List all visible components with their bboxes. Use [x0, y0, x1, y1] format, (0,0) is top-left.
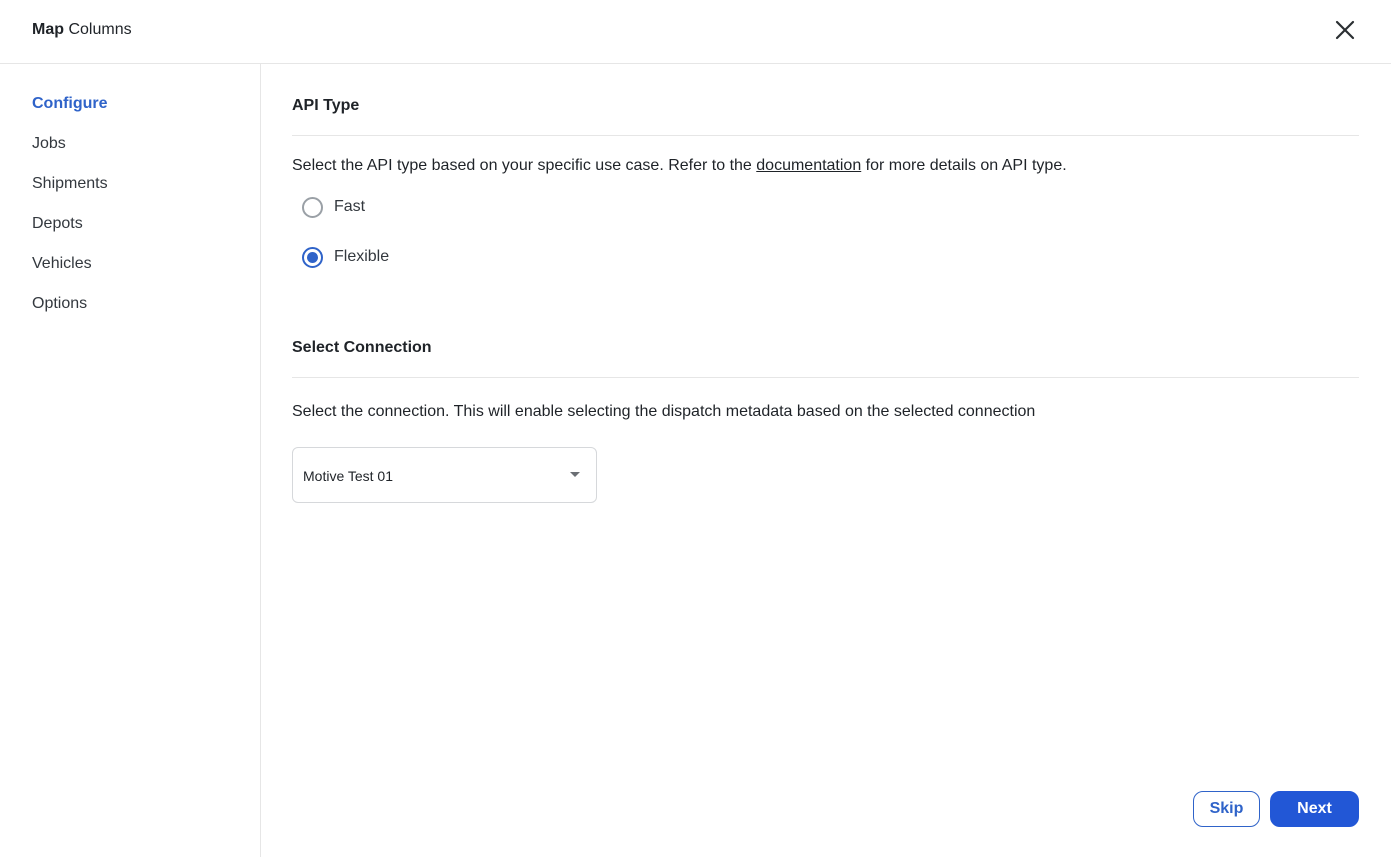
radio-selected-dot	[307, 252, 318, 263]
connection-title: Select Connection	[292, 339, 432, 356]
modal-header	[0, 0, 1391, 64]
sidebar-item-options[interactable]: Options	[32, 295, 88, 312]
connection-select-value: Motive Test 01	[303, 468, 394, 484]
sidebar-item-depots[interactable]: Depots	[32, 215, 83, 232]
modal-title-strong: Map	[32, 21, 64, 38]
close-icon	[1335, 20, 1355, 40]
radio-label-flexible: Flexible	[334, 248, 390, 265]
sidebar-item-jobs[interactable]: Jobs	[32, 135, 66, 152]
connection-divider	[292, 377, 1359, 378]
chevron-down-icon	[570, 472, 580, 477]
modal-title	[32, 20, 132, 40]
next-button[interactable]: Next	[1270, 791, 1359, 827]
connection-description: Select the connection. This will enable selecting the dispatch metadata based on the selected connection	[292, 403, 1036, 420]
api-type-description	[292, 156, 1067, 176]
close-button[interactable]	[1331, 16, 1359, 44]
radio-fast[interactable]	[302, 197, 323, 218]
api-type-divider	[292, 135, 1359, 136]
modal-title-rest: Columns	[68, 21, 132, 38]
sidebar-item-shipments[interactable]: Shipments	[32, 175, 108, 192]
radio-option-fast[interactable]	[302, 195, 365, 219]
radio-label-fast: Fast	[334, 198, 366, 215]
api-type-title: API Type	[292, 97, 360, 114]
documentation-link[interactable]: documentation	[756, 157, 862, 174]
sidebar-item-vehicles[interactable]: Vehicles	[32, 255, 92, 272]
api-type-desc-after: for more details on API type.	[861, 157, 1067, 174]
connection-select[interactable]	[292, 447, 597, 503]
sidebar-item-configure[interactable]: Configure	[32, 95, 108, 112]
sidebar	[0, 64, 261, 857]
radio-flexible[interactable]	[302, 247, 323, 268]
skip-button[interactable]: Skip	[1193, 791, 1260, 827]
api-type-desc-before: Select the API type based on your specific use case. Refer to the	[292, 157, 757, 174]
radio-option-flexible[interactable]	[302, 245, 389, 269]
